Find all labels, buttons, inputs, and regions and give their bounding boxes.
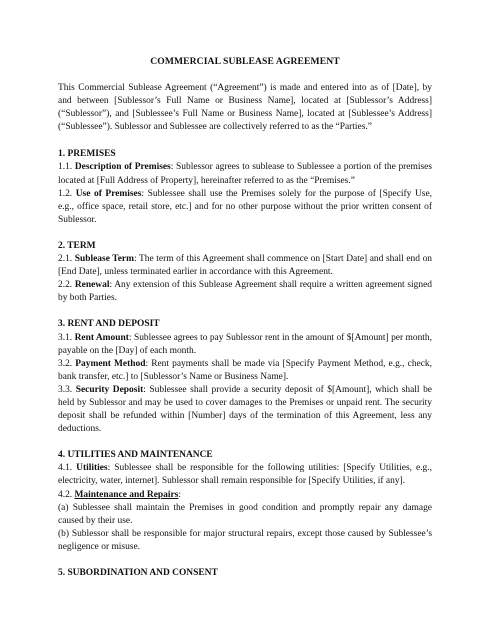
clause-number: 3.3.	[58, 384, 73, 395]
clause-term: Security Deposit	[75, 384, 144, 395]
clause-term: Use of Premises	[75, 188, 142, 199]
clause	[58, 528, 432, 554]
clause-separator: :	[143, 384, 146, 395]
section	[58, 567, 432, 580]
clause-number: 2.2.	[58, 280, 73, 291]
clause	[58, 332, 432, 358]
clause-separator: :	[107, 463, 111, 474]
section	[58, 449, 432, 554]
clause-number: 1.1.	[58, 162, 73, 173]
clause-term: Rent Amount	[74, 332, 129, 343]
clause	[58, 462, 432, 488]
section-heading: 2. TERM	[58, 240, 96, 251]
clause-term: Description of Premises	[74, 162, 171, 173]
clause-text: Sublessee shall use the Premises solely for the purpose of [Specify Use, e.g., office space, retail store, etc.] and for no other purpose without the prior written consent of Sublessor.	[58, 188, 433, 225]
clause-term: Sublease Term	[74, 254, 134, 265]
clause-number: 2.1.	[58, 254, 73, 265]
clause-separator: :	[145, 358, 149, 369]
document-title: COMMERCIAL SUBLEASE AGREEMENT	[150, 56, 340, 67]
section	[58, 240, 432, 305]
clause-separator: :	[133, 254, 137, 265]
clause-separator: :	[109, 280, 113, 291]
section	[58, 318, 432, 436]
clause-text: (a) Sublessee shall maintain the Premises in good condition and promptly repair any damage caused by their use.	[58, 502, 432, 526]
clause-text: Sublessor agrees to sublease to Sublessee a portion of the premises located at [Full Address of Property], hereinafter referred to as the “Premises.”	[58, 162, 432, 186]
sections-container	[58, 148, 432, 580]
clause-separator: :	[141, 188, 145, 199]
section-heading: 3. RENT AND DEPOSIT	[58, 319, 160, 330]
clause-number: 1.2.	[58, 188, 73, 199]
clause-number: 3.1.	[58, 332, 73, 343]
clause-separator: :	[170, 162, 174, 173]
clause-text: The term of this Agreement shall commence on [Start Date] and shall end on [End Date], unless terminated earlier in accordance with this Agreement.	[58, 254, 433, 278]
section-heading: 4. UTILITIES AND MAINTENANCE	[58, 450, 213, 461]
clause-separator: :	[128, 332, 132, 343]
clause-text: Sublessee shall be responsible for the following utilities: [Specify Utilities, e.g., electricity, water, internet]. Sublessor shall remain responsible for [Specify Utilities, if any].	[58, 463, 432, 487]
clause-text: Sublessee shall provide a security deposit of $[Amount], which shall be held by Sublessor and may be used to cover damages to the Premises or unpaid rent. The security deposit shall be refunded within [Number] days of the termination of this Agreement, less any deductions.	[58, 384, 432, 435]
clause	[58, 161, 432, 187]
section-heading: 1. PREMISES	[58, 149, 116, 160]
clause-number: 4.2.	[58, 489, 73, 500]
clause-separator: :	[178, 489, 181, 500]
clause	[58, 253, 432, 279]
clause	[58, 188, 432, 227]
clause	[58, 489, 432, 502]
clause-term: Payment Method	[75, 358, 146, 369]
clause-text: Any extension of this Sublease Agreement shall require a written agreement signed by both Parties.	[58, 280, 432, 304]
clause	[58, 279, 432, 305]
section-heading: 5. SUBORDINATION AND CONSENT	[58, 568, 218, 578]
clause-term: Utilities	[76, 463, 108, 474]
clause-text: Sublessee agrees to pay Sublessor rent in the amount of $[Amount] per month, payable on the [Day] of each month.	[58, 332, 433, 356]
section	[58, 148, 432, 227]
clause	[58, 358, 432, 384]
clause-number: 3.2.	[58, 358, 73, 369]
clause-text: Rent payments shall be made via [Specify Payment Method, e.g., check, bank transfer, etc.] to [Sublessor’s Name or Business Name].	[58, 358, 432, 382]
clause-term: Maintenance and Repairs	[74, 489, 179, 500]
clause	[58, 384, 432, 436]
intro-paragraph: This Commercial Sublease Agreement (“Agreement”) is made and entered into as of [Date], by and between [Sublessor’s Full Name or Business Name], located at [Sublessor’s Address] (“Sublessor”), and [Sublessee’s Full Name or Business Name], located at [Sublessee’s Address] (“Sublessee”). Sublessor and Sublessee are collectively referred to as the “Parties.”	[58, 83, 432, 133]
clause-text: (b) Sublessor shall be responsible for major structural repairs, except those caused by Sublessee’s negligence or misuse.	[58, 528, 432, 552]
clause-term: Renewal	[74, 280, 110, 291]
clause	[58, 502, 432, 528]
clause-number: 4.1.	[58, 463, 73, 474]
